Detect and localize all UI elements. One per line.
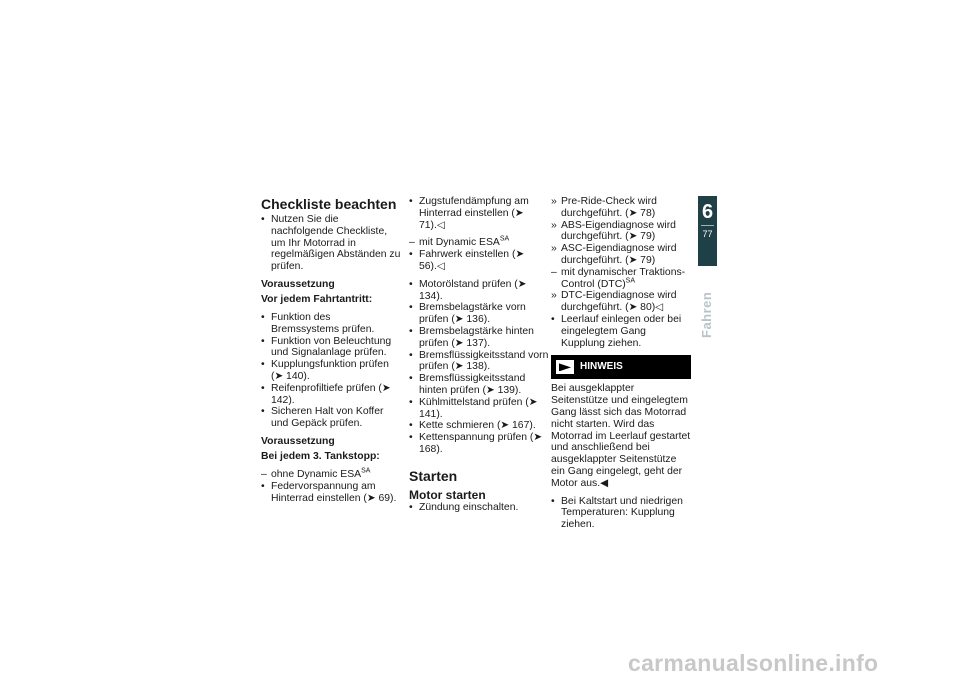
page-number: 77 — [702, 229, 713, 239]
requirement-label: Voraussetzung — [261, 278, 335, 290]
start-results — [551, 196, 691, 349]
watermark: carmanualsonline.info — [628, 650, 879, 676]
list-item: • Kette schmieren (➤ 167). — [409, 420, 549, 432]
column-3 — [551, 196, 691, 531]
list-item: • Bei Kaltstart und niedrigen Temperaturen: Kupplung ziehen. — [551, 496, 691, 531]
list-item: • Kettenspannung prüfen (➤ 168). — [409, 432, 549, 456]
list-item: • Fahrwerk einstellen (➤ 56).◁ — [409, 249, 549, 273]
list-item: – ohne Dynamic $ESA^{SA}$ — [261, 469, 401, 481]
requirement-condition: Bei jedem 3. Tankstopp: — [261, 450, 380, 462]
intro-list — [261, 214, 401, 273]
hand-pointer-icon — [556, 360, 574, 374]
list-item: • Zugstufendämpfung am Hinterrad einstellen (➤ 71).◁ — [409, 196, 549, 231]
result-item: » Pre-Ride-Check wird durchgeführt. (➤ 78) — [551, 196, 691, 220]
note-text: Bei ausgeklappter Seitenstütze und eingelegtem Gang lässt sich das Motorrad nicht starten. Wird das Motorrad im Leerlauf gestartet und anschließend bei ausgeklappter Seitenstütze ein Gang eingelegt, geht der Motor aus.◀ — [551, 383, 691, 489]
checklist-before-ride — [261, 312, 401, 430]
list-item: • Sicheren Halt von Koffer und Gepäck prüfen. — [261, 406, 401, 430]
checklist-tank-stop — [261, 469, 401, 504]
column-2 — [409, 196, 549, 514]
list-item: • Bremsflüssigkeitsstand hinten prüfen (➤ 139). — [409, 373, 549, 397]
list-item: • Leerlauf einlegen oder bei eingelegtem Gang Kupplung ziehen. — [551, 314, 691, 349]
list-item: • Bremsbelagstärke vorn prüfen (➤ 136). — [409, 302, 549, 326]
list-item: • Reifenprofiltiefe prüfen (➤ 142). — [261, 383, 401, 407]
checklist-continued — [409, 196, 549, 231]
list-item: – mit Dynamic $ESA^{SA}$ — [409, 237, 549, 249]
list-item: • Funktion von Beleuchtung und Signalanlage prüfen. — [261, 336, 401, 360]
chapter-number: 6 — [701, 201, 714, 223]
list-item: • Nutzen Sie die nachfolgende Checkliste, um Ihr Motorrad in regelmäßigen Abständen zu prüfen. — [261, 214, 401, 273]
requirement-condition: Vor jedem Fahrtantritt: — [261, 293, 373, 305]
chapter-tab — [698, 196, 717, 266]
list-item: • Zündung einschalten. — [409, 502, 549, 514]
note-header — [551, 355, 691, 379]
subheading-motor-starten: Motor starten — [409, 487, 486, 502]
heading-checkliste: Checkliste beachten — [261, 196, 397, 212]
heading-starten: Starten — [409, 467, 458, 484]
list-item: – mit dynamischer Traktions-Control (DTC)$^{SA}$ — [551, 267, 691, 291]
list-item: • Bremsflüssigkeitsstand vorn prüfen (➤ 138). — [409, 350, 549, 374]
requirement-label: Voraussetzung — [261, 435, 335, 447]
list-item: • Funktion des Bremssystems prüfen. — [261, 312, 401, 336]
list-item: • Kühlmittelstand prüfen (➤ 141). — [409, 397, 549, 421]
list-item: • Federvorspannung am Hinterrad einstellen (➤ 69). — [261, 481, 401, 505]
result-item: » ASC-Eigendiagnose wird durchgeführt. (➤ 79) — [551, 243, 691, 267]
result-item: » DTC-Eigendiagnose wird durchgeführt. (➤ 80)◁ — [551, 290, 691, 314]
list-item: • Kupplungsfunktion prüfen (➤ 140). — [261, 359, 401, 383]
checklist-fluids — [409, 279, 549, 456]
list-item: • Bremsbelagstärke hinten prüfen (➤ 137). — [409, 326, 549, 350]
note-title: HINWEIS — [580, 361, 623, 373]
section-label: Fahren — [699, 291, 714, 338]
result-item: » ABS-Eigendiagnose wird durchgeführt. (➤ 79) — [551, 220, 691, 244]
column-1 — [261, 196, 401, 504]
list-item: • Motorölstand prüfen (➤ 134). — [409, 279, 549, 303]
